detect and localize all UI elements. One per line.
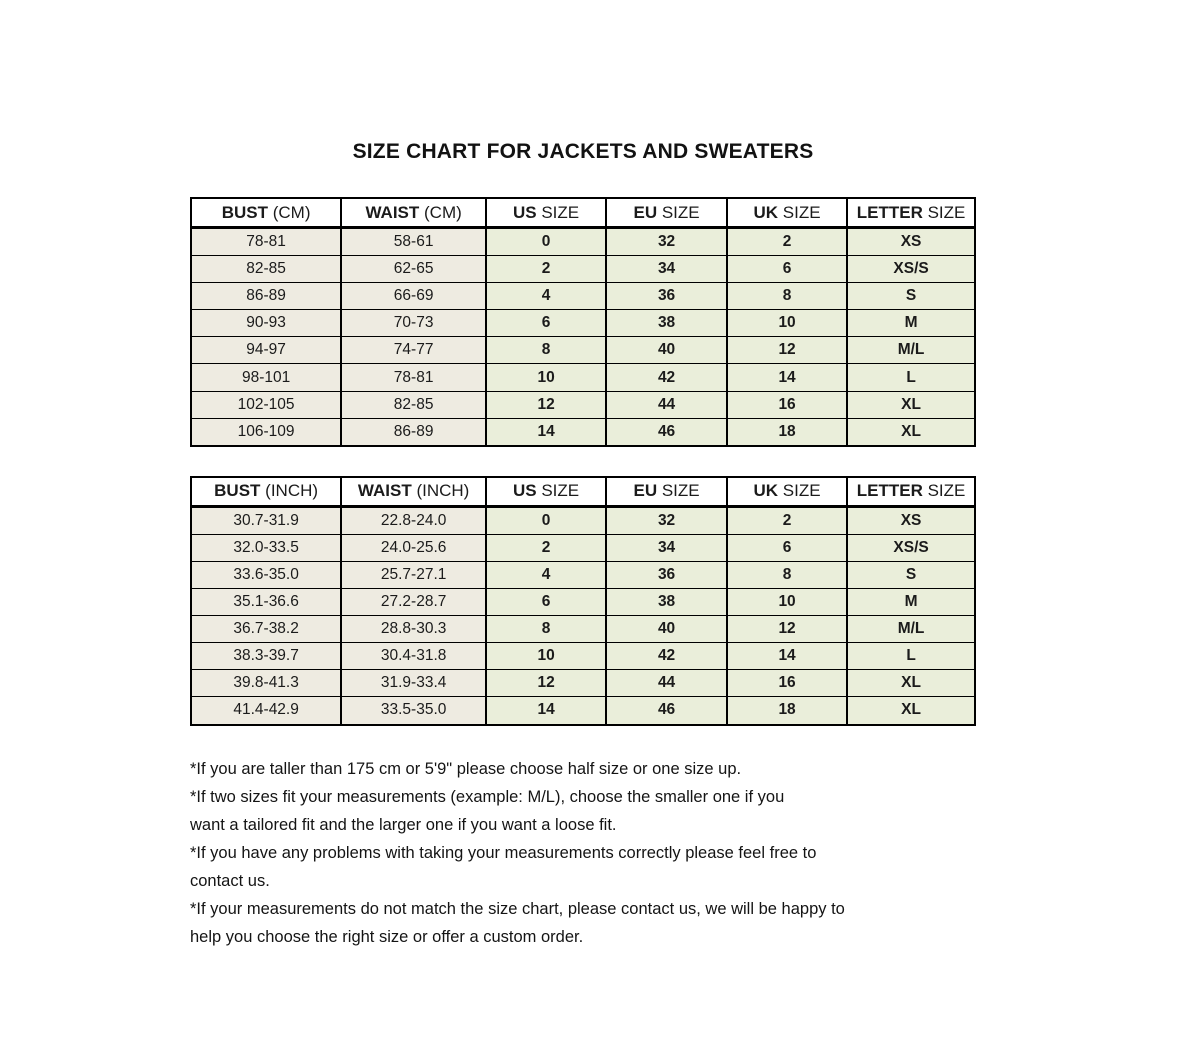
table-cell: M/L: [847, 616, 975, 643]
table-row: [191, 506, 975, 534]
table-cell: 58-61: [341, 228, 486, 256]
table-cell: XL: [847, 391, 975, 418]
table-cell: 38: [606, 589, 727, 616]
table-cell: 14: [727, 364, 847, 391]
header-row: [191, 198, 975, 228]
table-row: [191, 310, 975, 337]
table-cell: 8: [486, 337, 606, 364]
table-cell: 2: [727, 228, 847, 256]
table-cell: 12: [727, 616, 847, 643]
table-cell: XL: [847, 697, 975, 725]
table-row: [191, 391, 975, 418]
note-line: *If you are taller than 175 cm or 5'9" please choose half size or one size up.: [190, 759, 742, 778]
table-cell: S: [847, 283, 975, 310]
table-row: [191, 616, 975, 643]
table-cell: 10: [727, 589, 847, 616]
table-cell: 12: [727, 337, 847, 364]
table-row: [191, 643, 975, 670]
column-header: EU SIZE: [606, 198, 727, 228]
column-header: LETTER SIZE: [847, 477, 975, 507]
table-row: [191, 364, 975, 391]
table-row: [191, 589, 975, 616]
table-cell: 4: [486, 283, 606, 310]
note-line: *If your measurements do not match the size chart, please contact us, we will be happy to: [190, 899, 845, 918]
table-cell: 8: [727, 283, 847, 310]
table-cell: XS: [847, 506, 975, 534]
table-cell: 32.0-33.5: [191, 534, 341, 561]
table-cell: XS/S: [847, 256, 975, 283]
table-cell: 78-81: [341, 364, 486, 391]
page-title: SIZE CHART FOR JACKETS AND SWEATERS: [352, 140, 814, 163]
table-cell: 90-93: [191, 310, 341, 337]
table-cell: M/L: [847, 337, 975, 364]
table-cell: M: [847, 310, 975, 337]
table-cell: 28.8-30.3: [341, 616, 486, 643]
table-row: [191, 337, 975, 364]
column-header: EU SIZE: [606, 477, 727, 507]
size-chart-page: [190, 140, 976, 951]
table-cell: 70-73: [341, 310, 486, 337]
table-cell: 6: [486, 589, 606, 616]
table-cell: M: [847, 589, 975, 616]
table-cell: 38: [606, 310, 727, 337]
table-row: [191, 697, 975, 725]
size-table-inch: [190, 476, 976, 726]
table-cell: 2: [727, 506, 847, 534]
table-cell: 12: [486, 670, 606, 697]
column-header: UK SIZE: [727, 198, 847, 228]
table-cell: 10: [486, 643, 606, 670]
table-cell: 82-85: [341, 391, 486, 418]
table-cell: 42: [606, 364, 727, 391]
table-cell: 36.7-38.2: [191, 616, 341, 643]
table-cell: 36: [606, 283, 727, 310]
table-cell: 30.4-31.8: [341, 643, 486, 670]
table-cell: 6: [486, 310, 606, 337]
column-header: LETTER SIZE: [847, 198, 975, 228]
table-cell: L: [847, 364, 975, 391]
table-cell: 41.4-42.9: [191, 697, 341, 725]
table-cell: 40: [606, 337, 727, 364]
table-cell: 16: [727, 391, 847, 418]
table-cell: 35.1-36.6: [191, 589, 341, 616]
table-cell: XL: [847, 418, 975, 446]
table-cell: 34: [606, 534, 727, 561]
table-cell: 86-89: [341, 418, 486, 446]
table-cell: 32: [606, 506, 727, 534]
table-cell: 4: [486, 561, 606, 588]
table-cell: 106-109: [191, 418, 341, 446]
table-cell: 0: [486, 506, 606, 534]
table-cell: 78-81: [191, 228, 341, 256]
table-cell: 36: [606, 561, 727, 588]
table-cell: 82-85: [191, 256, 341, 283]
table-cell: 46: [606, 697, 727, 725]
table-cell: 16: [727, 670, 847, 697]
table-row: [191, 418, 975, 446]
column-header: BUST (CM): [191, 198, 341, 228]
table-cell: 25.7-27.1: [341, 561, 486, 588]
table-cell: S: [847, 561, 975, 588]
table-cell: XS/S: [847, 534, 975, 561]
table-cell: 66-69: [341, 283, 486, 310]
table-cell: 32: [606, 228, 727, 256]
size-table-cm: [190, 197, 976, 447]
table-cell: 42: [606, 643, 727, 670]
table-row: [191, 283, 975, 310]
table-cell: 33.5-35.0: [341, 697, 486, 725]
table-cell: 62-65: [341, 256, 486, 283]
table-cell: 40: [606, 616, 727, 643]
table-cell: 33.6-35.0: [191, 561, 341, 588]
note-line: contact us.: [190, 871, 270, 890]
table-cell: 31.9-33.4: [341, 670, 486, 697]
table-cell: 10: [486, 364, 606, 391]
note-line: help you choose the right size or offer a custom order.: [190, 927, 584, 946]
table-row: [191, 561, 975, 588]
table-cell: 30.7-31.9: [191, 506, 341, 534]
column-header: WAIST (CM): [341, 198, 486, 228]
table-cell: 38.3-39.7: [191, 643, 341, 670]
column-header: BUST (INCH): [191, 477, 341, 507]
table-cell: 18: [727, 697, 847, 725]
table-cell: XL: [847, 670, 975, 697]
table-cell: 10: [727, 310, 847, 337]
header-row: [191, 477, 975, 507]
column-header: US SIZE: [486, 477, 606, 507]
table-row: [191, 670, 975, 697]
table-cell: 98-101: [191, 364, 341, 391]
table-cell: 2: [486, 534, 606, 561]
note-line: *If two sizes fit your measurements (example: M/L), choose the smaller one if you: [190, 787, 785, 806]
note-line: want a tailored fit and the larger one if you want a loose fit.: [190, 815, 617, 834]
table-cell: 6: [727, 256, 847, 283]
table-cell: 18: [727, 418, 847, 446]
table-cell: 2: [486, 256, 606, 283]
table-cell: 44: [606, 391, 727, 418]
table-cell: 74-77: [341, 337, 486, 364]
table-cell: 39.8-41.3: [191, 670, 341, 697]
table-row: [191, 534, 975, 561]
table-cell: 22.8-24.0: [341, 506, 486, 534]
table-cell: 34: [606, 256, 727, 283]
column-header: UK SIZE: [727, 477, 847, 507]
table-cell: 102-105: [191, 391, 341, 418]
table-cell: 14: [486, 418, 606, 446]
table-cell: 12: [486, 391, 606, 418]
table-cell: L: [847, 643, 975, 670]
table-cell: 94-97: [191, 337, 341, 364]
table-cell: XS: [847, 228, 975, 256]
note-line: *If you have any problems with taking your measurements correctly please feel free to: [190, 843, 817, 862]
table-cell: 46: [606, 418, 727, 446]
table-row: [191, 228, 975, 256]
table-cell: 86-89: [191, 283, 341, 310]
notes-section: [190, 755, 976, 951]
table-cell: 44: [606, 670, 727, 697]
column-header: US SIZE: [486, 198, 606, 228]
table-cell: 24.0-25.6: [341, 534, 486, 561]
table-cell: 14: [486, 697, 606, 725]
column-header: WAIST (INCH): [341, 477, 486, 507]
table-cell: 8: [727, 561, 847, 588]
table-cell: 8: [486, 616, 606, 643]
table-cell: 14: [727, 643, 847, 670]
table-cell: 0: [486, 228, 606, 256]
table-cell: 27.2-28.7: [341, 589, 486, 616]
table-cell: 6: [727, 534, 847, 561]
table-row: [191, 256, 975, 283]
